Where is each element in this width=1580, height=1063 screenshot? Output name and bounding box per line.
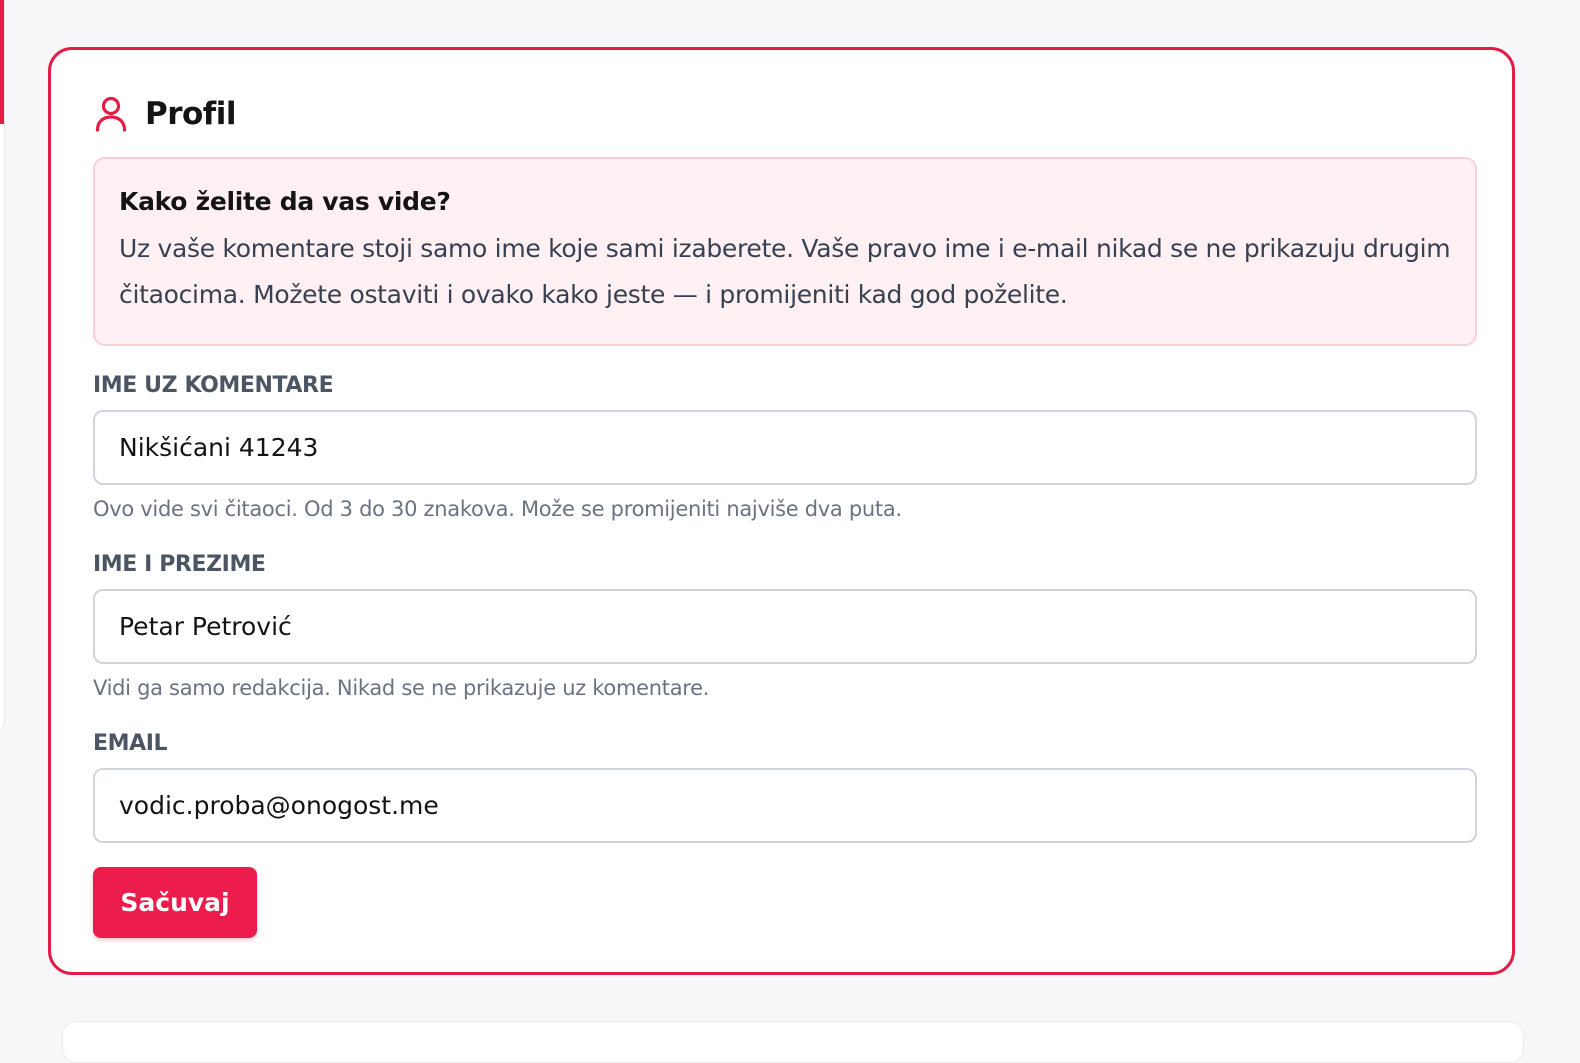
full-name-hint: Vidi ga samo redakcija. Nikad se ne prikazuje uz komentare. <box>93 676 710 700</box>
profile-card <box>48 47 1515 975</box>
display-name-hint: Ovo vide svi čitaoci. Od 3 do 30 znakova. Može se promijeniti najviše dva puta. <box>93 497 902 521</box>
user-icon <box>95 96 127 132</box>
display-name-label: IME UZ KOMENTARE <box>93 373 334 398</box>
save-button[interactable]: Sačuvaj <box>93 867 257 938</box>
email-input[interactable] <box>93 768 1477 843</box>
visibility-notice <box>93 157 1477 346</box>
left-accent-bar <box>0 0 4 124</box>
notice-title: Kako želite da vas vide? <box>119 187 451 216</box>
profile-title: Profil <box>145 96 237 132</box>
notice-text: Uz vaše komentare stoji samo ime koje sami izaberete. Vaše pravo ime i e-mail nikad se ne prikazuju drugim čitaocima. Možete ostaviti i ovako kako jeste — i promijeniti kad god poželite. <box>119 234 1451 309</box>
email-label: EMAIL <box>93 731 168 756</box>
next-card-edge <box>62 1021 1524 1063</box>
full-name-label: IME I PREZIME <box>93 552 266 577</box>
full-name-input[interactable] <box>93 589 1477 664</box>
profile-header <box>95 96 236 132</box>
display-name-input[interactable] <box>93 410 1477 485</box>
